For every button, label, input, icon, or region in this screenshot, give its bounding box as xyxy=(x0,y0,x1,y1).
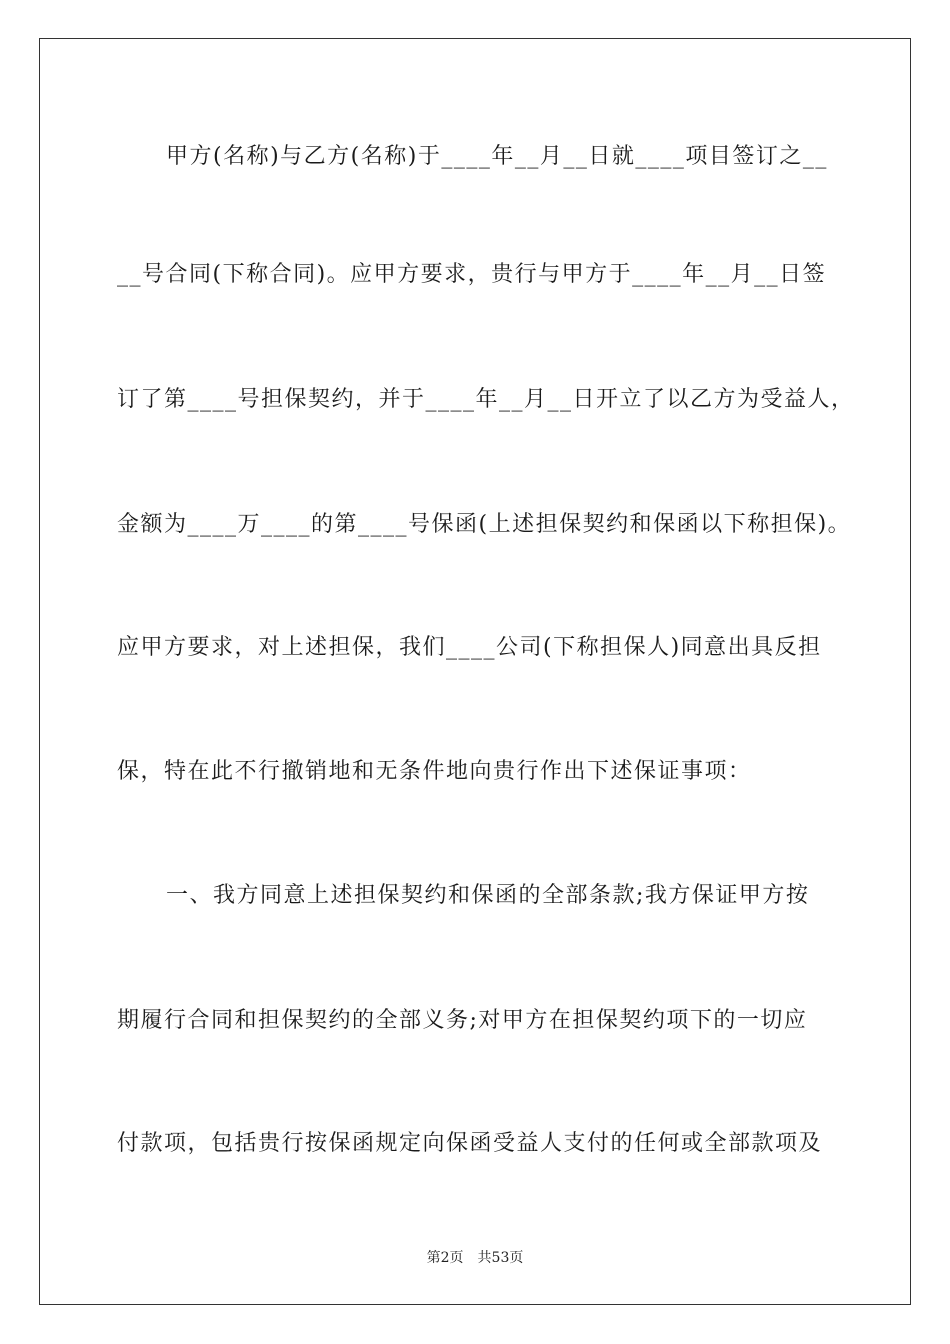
paragraph-line-2: __号合同(下称合同)。应甲方要求，贵行与甲方于____年__月__日签 xyxy=(117,262,827,287)
page-number-footer: 第2页 共53页 xyxy=(426,1250,524,1266)
page-frame xyxy=(39,38,911,1305)
paragraph-line-9: 付款项，包括贵行按保函规定向保函受益人支付的任何或全部款项及 xyxy=(117,1131,823,1156)
paragraph-line-3: 订了第____号担保契约，并于____年__月__日开立了以乙方为受益人， xyxy=(117,387,855,412)
paragraph-line-6: 保，特在此不行撤销地和无条件地向贵行作出下述保证事项： xyxy=(117,759,752,784)
paragraph-line-5: 应甲方要求，对上述担保，我们____公司(下称担保人)同意出具反担 xyxy=(117,635,822,660)
paragraph-line-7: 一、我方同意上述担保契约和保函的全部条款;我方保证甲方按 xyxy=(166,883,810,908)
paragraph-line-4: 金额为____万____的第____号保函(上述担保契约和保函以下称担保)。 xyxy=(117,512,852,537)
paragraph-line-8: 期履行合同和担保契约的全部义务;对甲方在担保契约项下的一切应 xyxy=(117,1008,808,1033)
paragraph-line-1: 甲方(名称)与乙方(名称)于____年__月__日就____项目签订之__ xyxy=(166,144,828,169)
